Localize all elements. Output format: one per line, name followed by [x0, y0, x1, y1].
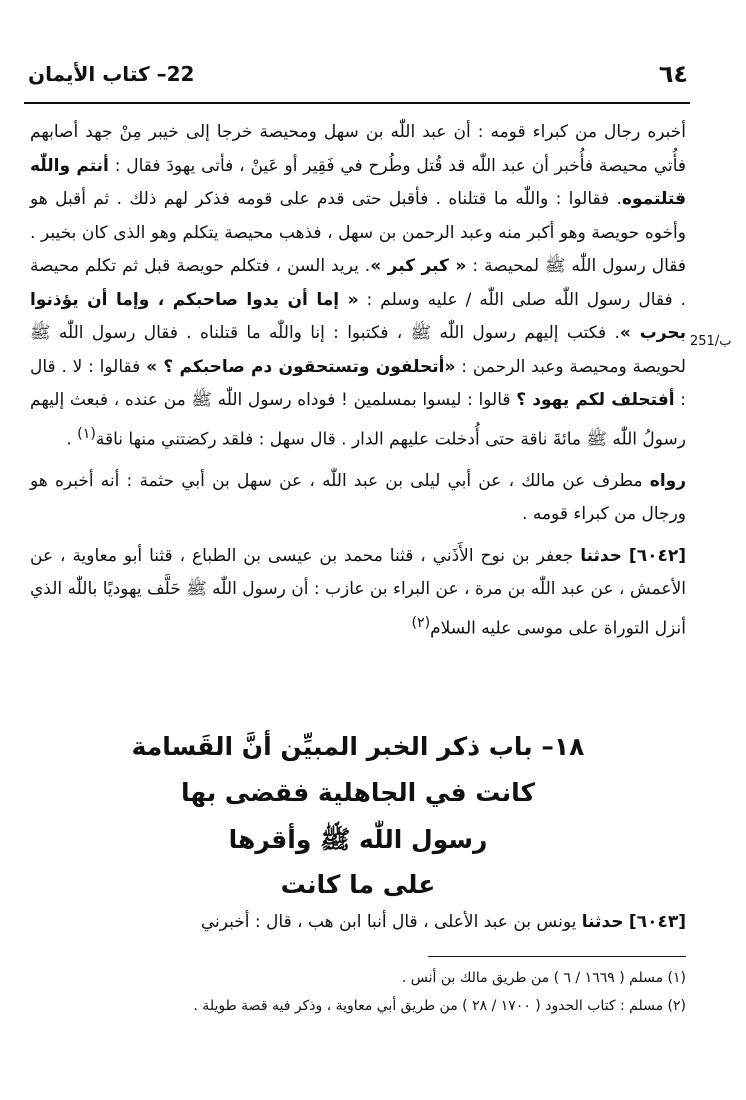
- page-header: [28, 58, 688, 94]
- bold-quote: «أتحلفون وتستحقون دم صاحبكم ؟ »: [146, 356, 456, 377]
- hadith-lead: حدثنا: [580, 545, 622, 566]
- hadith-text: جعفر بن نوح الأَذَني ، قثنا محمد بن عيسى بن الطباع ، قثنا أبو معاوية ، عن الأعمش ، عن عبد اللّٰه بن مرة ، عن البراء بن عازب : أن رسول اللّٰه ﷺ حَلَّف يهوديًا باللّٰه الذي أنزل التوراة على موسى عليه السلام: [30, 545, 686, 639]
- page-number: ٦٤: [658, 60, 688, 88]
- hadith-6043-paragraph: [30, 906, 686, 940]
- text-segment: فقالوا : لا . قال :: [30, 356, 686, 410]
- text-segment: . فقالوا : واللّٰه ما قتلناه . فأقبل حتى قدم على قومه فذكر لهم ذلك . ثم أقبل هو وأخوه حويصة وهو أكبر منه وعبد الرحمن بن سهل ، فذهب محيصة يتكلم وهو الذى كان بخيبر . فقال رسول اللّٰه ﷺ لمحيصة :: [30, 189, 686, 276]
- chapter-heading-line-3: رسول اللّٰه ﷺ وأقرها: [228, 825, 488, 854]
- body-text: [30, 116, 686, 646]
- text-segment: أخبره رجال من كبراء قومه : أن عبد اللّٰه بن سهل ومحيصة خرجا إلى خيبر مِنْ جهد أصابهم فأُتي محيصة فأُخبر أن عبد اللّٰه قد قُتل وطُرح في فَقِير أو عَينْ ، فأتى يهودَ فقال :: [30, 122, 686, 176]
- footnote-ref[interactable]: (١): [77, 425, 96, 442]
- footnote-1: (١) مسلم ( ١٦٦٩ / ٦ ) من طريق مالك بن أنس .: [401, 970, 686, 986]
- hadith-text: يونس بن عبد الأعلى ، قال أنبا ابن هب ، قال : أخبرني: [200, 912, 582, 932]
- hadith-6042-paragraph: [30, 540, 686, 646]
- bold-quote: أفتحلف لكم يهود ؟: [516, 390, 675, 410]
- footnote-divider: [428, 956, 686, 957]
- footnote-2: (٢) مسلم : كتاب الحدود ( ١٧٠٠ / ٢٨ ) من طريق أبي معاوية ، وذكر فيه قصة طويلة .: [193, 998, 686, 1014]
- margin-folio-note: 251/ب: [690, 334, 732, 349]
- chapter-heading-line-1: ١٨– باب ذكر الخبر المبيِّن أنَّ القَسامة: [131, 732, 585, 761]
- hadith-number: [٦٠٤٣]: [628, 912, 686, 932]
- chapter-heading-line-2: كانت في الجاهلية فقضى بها: [180, 778, 536, 807]
- text-segment: .: [66, 429, 78, 450]
- hadith-number: [٦٠٤٢]: [628, 545, 686, 566]
- hadith-paragraph: [30, 116, 686, 457]
- chapter-title: 22– كتاب الأيمان: [28, 62, 195, 86]
- footnotes: [30, 964, 686, 1020]
- riwaya-text: مطرف عن مالك ، عن أبي ليلى بن عبد اللّٰه ، عن سهل بن أبي حثمة : أنه أخبره هو ورجال من كبراء قومه .: [30, 470, 686, 525]
- bold-quote: « إما أن يدوا صاحبكم ، وإما أن يؤذنوا بحرب »: [30, 289, 686, 343]
- bold-quote: أنتم واللّٰه قتلتموه: [30, 155, 686, 209]
- text-segment: قالوا : ليسوا بمسلمين ! فوداه رسول اللّٰه ﷺ من عنده ، فبعث إليهم رسولُ اللّٰه ﷺ مائةَ ناقة حتى أُدخلت عليهم الدار . قال سهل : فلقد ركضتني منها ناقة: [30, 390, 686, 450]
- chapter-heading-line-4: على ما كانت: [280, 870, 436, 899]
- bold-quote: « كبر كبر »: [370, 256, 467, 276]
- header-divider: [24, 102, 690, 104]
- text-segment: . فكتب إليهم رسول اللّٰه ﷺ ، فكتبوا : إنا واللّٰه ما قتلناه . فقال رسول اللّٰه ﷺ لحويصة ومحيصة وعبد الرحمن :: [30, 323, 686, 377]
- text-segment: . يريد السن ، فتكلم حويصة قبل ثم تكلم محيصة . فقال رسول اللّٰه صلى اللّٰه / عليه وسلم :: [30, 256, 686, 310]
- footnote-ref[interactable]: (٢): [411, 614, 431, 631]
- riwaya-lead: رواه: [649, 470, 686, 491]
- riwaya-paragraph: [30, 465, 686, 532]
- hadith-lead: حدثنا: [581, 912, 624, 932]
